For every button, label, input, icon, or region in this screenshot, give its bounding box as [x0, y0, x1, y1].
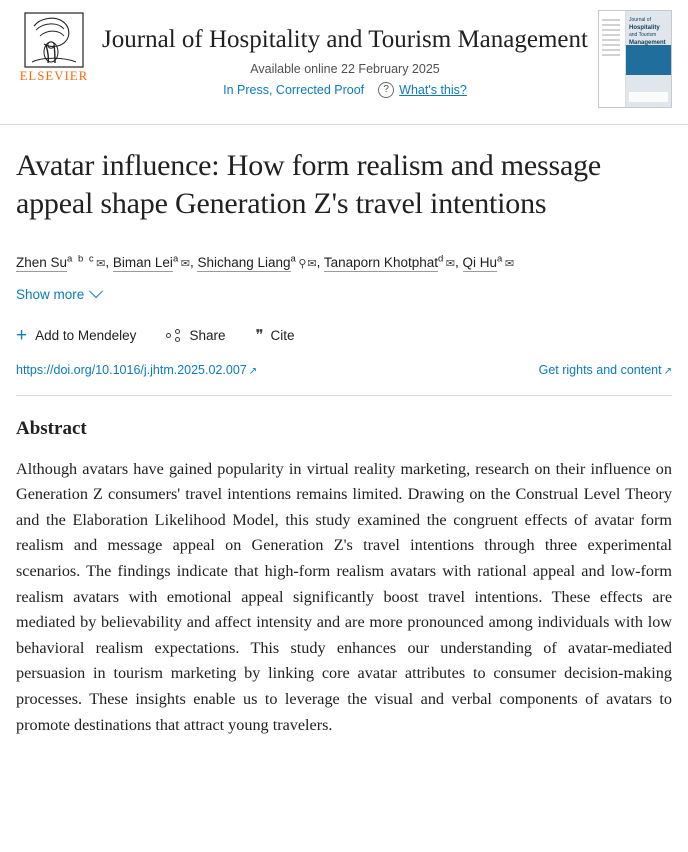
- external-link-icon: ↗: [663, 365, 672, 377]
- author-affiliation-marks: d: [437, 253, 445, 265]
- author-item[interactable]: [197, 255, 316, 270]
- author-item[interactable]: [463, 255, 515, 270]
- author-name[interactable]: Zhen Su: [16, 254, 68, 270]
- author-separator: ,: [316, 254, 324, 270]
- chevron-down-icon: [89, 284, 103, 298]
- author-name[interactable]: Biman Lei: [112, 254, 173, 270]
- envelope-icon[interactable]: ✉: [96, 257, 106, 270]
- cover-line-2: Hospitality: [629, 24, 660, 31]
- status-row: [92, 82, 598, 98]
- elsevier-tree-icon: [24, 12, 84, 68]
- whats-this-label: What's this?: [399, 82, 467, 97]
- author-affiliation-marks: a: [497, 253, 504, 265]
- author-affiliation-marks: a: [290, 253, 298, 265]
- author-name[interactable]: Qi Hu: [462, 254, 498, 270]
- cover-spine: [599, 11, 626, 107]
- cover-title-text: [629, 17, 669, 47]
- journal-cover-thumbnail[interactable]: [598, 10, 672, 108]
- share-label: Share: [189, 327, 226, 343]
- doi-link[interactable]: [16, 363, 257, 377]
- share-icon: [166, 329, 181, 342]
- person-icon[interactable]: ⚲: [298, 257, 307, 270]
- author-affiliation-marks: a: [172, 253, 180, 265]
- author-item[interactable]: [324, 255, 455, 270]
- page-title: Avatar influence: How form realism and message appeal shape Generation Z's travel intentions: [16, 149, 602, 221]
- author-separator: ,: [455, 254, 463, 270]
- show-more-label: Show more: [16, 286, 85, 302]
- add-to-mendeley-label: Add to Mendeley: [35, 327, 137, 343]
- abstract-heading: Abstract: [16, 417, 87, 439]
- author-separator: ,: [189, 254, 198, 270]
- cover-footer-strip: [629, 92, 668, 102]
- whats-this-help[interactable]: [378, 82, 467, 98]
- share-button[interactable]: [166, 328, 225, 343]
- article-actions: [16, 326, 672, 345]
- author-list: [16, 251, 672, 274]
- plus-icon: +: [16, 324, 28, 346]
- envelope-icon[interactable]: ✉: [307, 257, 317, 270]
- journal-title: Journal of Hospitality and Tourism Management: [102, 26, 588, 53]
- question-mark-icon: ?: [378, 82, 394, 98]
- rights-text: Get rights and content: [538, 362, 662, 377]
- elsevier-wordmark: ELSEVIER: [19, 69, 89, 83]
- cover-line-3: and Tourism: [629, 32, 657, 38]
- journal-info: [92, 10, 598, 98]
- quote-icon: ❞: [255, 327, 263, 344]
- journal-header: [0, 0, 688, 116]
- doi-row: [16, 363, 672, 377]
- cover-line-4: Management: [629, 39, 666, 46]
- envelope-icon[interactable]: ✉: [504, 257, 515, 270]
- author-affiliation-marks: a b c: [67, 253, 96, 265]
- availability-date: Available online 22 February 2025: [250, 61, 440, 76]
- cover-spine-lines: [602, 19, 620, 59]
- cite-button[interactable]: [255, 326, 294, 345]
- in-press-status-link[interactable]: In Press, Corrected Proof: [223, 82, 365, 97]
- cite-label: Cite: [270, 327, 295, 343]
- external-link-icon: ↗: [248, 365, 258, 377]
- cover-band: [626, 45, 671, 75]
- author-name[interactable]: Shichang Liang: [197, 254, 291, 270]
- header-divider: [0, 124, 688, 125]
- author-separator: ,: [105, 254, 113, 270]
- author-name[interactable]: Tanaporn Khotphat: [323, 254, 438, 270]
- author-item[interactable]: [16, 255, 105, 270]
- doi-text: https://doi.org/10.1016/j.jhtm.2025.02.007: [16, 362, 247, 377]
- get-rights-and-content-link[interactable]: [539, 363, 672, 377]
- abstract-divider: [16, 395, 672, 396]
- add-to-mendeley-button[interactable]: [16, 326, 136, 345]
- article-body: [0, 147, 688, 738]
- author-item[interactable]: [113, 255, 190, 270]
- envelope-icon[interactable]: ✉: [180, 257, 190, 270]
- abstract-text: Although avatars have gained popularity in virtual reality marketing, research on their influence on Generation Z consumers' travel intentions remains limited. Drawing on the Construal Level Theory and the Elaboration Likelihood Model, this study examined the congruent effects of avatar form realism and message appeal on Generation Z's travel intentions through three experimental scenarios. The findings indicate that high-form realism avatars with rational appeal and low-form realism avatars with emotional appeal significantly boost travel intentions. These effects are mediated by believability and affect intensity and are more pronounced among individuals with low behavioral realism expectations. This study enhances our understanding of avatar-mediated persuasion in tourism marketing by linking core avatar attributes to consumer decision-making processes. These insights enable us to leverage the visual and verbal components of avatars to promote destinations that attract young travelers.: [16, 459, 672, 734]
- elsevier-logo: [16, 10, 92, 84]
- envelope-icon[interactable]: ✉: [445, 257, 455, 270]
- show-more-authors-button[interactable]: [16, 287, 101, 302]
- cover-line-1: Journal of: [629, 17, 651, 23]
- cover-front: [626, 11, 671, 107]
